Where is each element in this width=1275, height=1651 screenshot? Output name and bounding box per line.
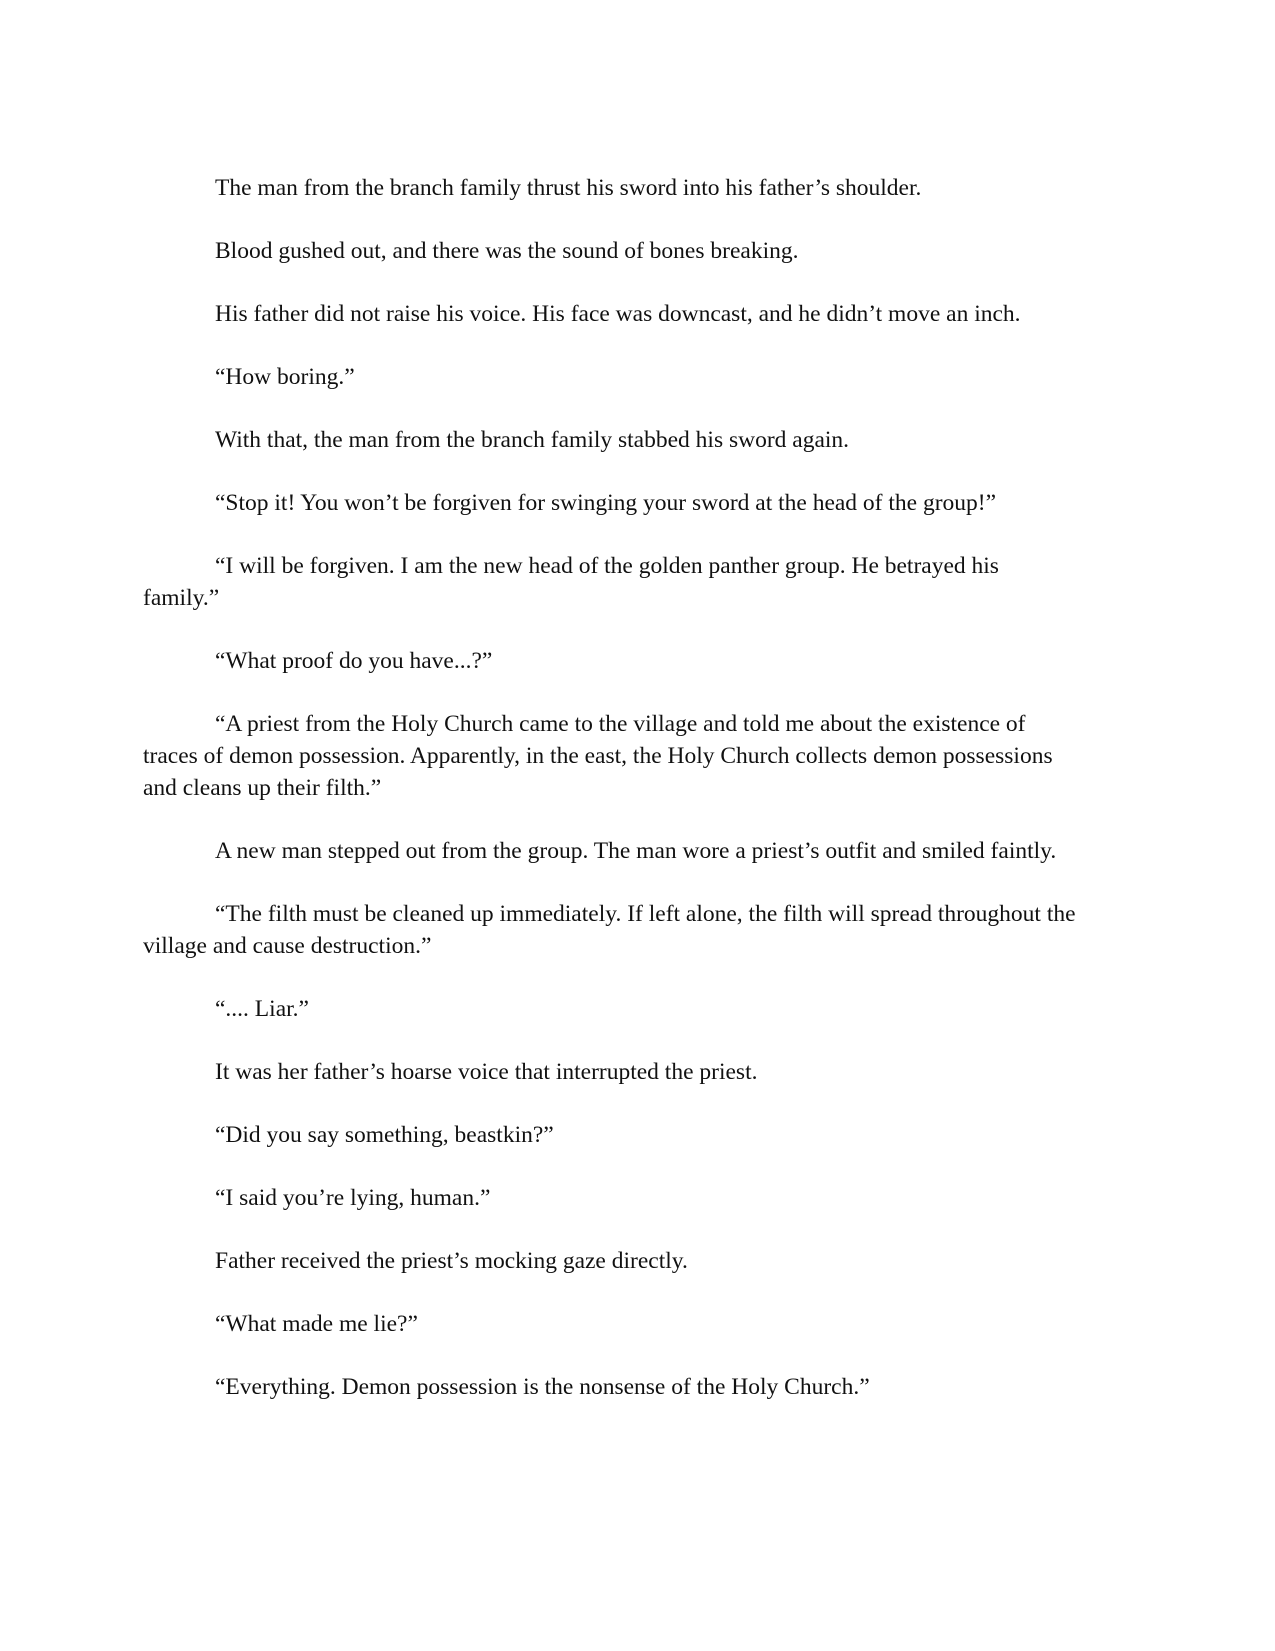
paragraph: “I will be forgiven. I am the new head of the golden panther group. He betrayed his family.” bbox=[143, 553, 999, 611]
paragraph: Blood gushed out, and there was the sound of bones breaking. bbox=[215, 238, 799, 264]
paragraph: The man from the branch family thrust his sword into his father’s shoulder. bbox=[215, 175, 922, 201]
paragraph: “Stop it! You won’t be forgiven for swinging your sword at the head of the group!” bbox=[215, 490, 997, 516]
paragraph: “.... Liar.” bbox=[215, 996, 309, 1022]
paragraph: With that, the man from the branch family stabbed his sword again. bbox=[215, 427, 850, 453]
paragraph: “I said you’re lying, human.” bbox=[215, 1185, 491, 1211]
paragraph: A new man stepped out from the group. The man wore a priest’s outfit and smiled faintly. bbox=[215, 838, 1057, 864]
paragraph: “How boring.” bbox=[215, 364, 355, 390]
paragraph: “What made me lie?” bbox=[215, 1311, 418, 1337]
paragraph: “Did you say something, beastkin?” bbox=[215, 1122, 554, 1148]
paragraph: “A priest from the Holy Church came to the village and told me about the existence of traces of demon possession. Apparently, in the east, the Holy Church collects demon possessions and cleans up their filth.” bbox=[143, 711, 1053, 801]
paragraph: “The filth must be cleaned up immediately. If left alone, the filth will spread throughout the village and cause destruction.” bbox=[143, 901, 1076, 959]
paragraph: Father received the priest’s mocking gaze directly. bbox=[215, 1248, 688, 1274]
paragraph: “What proof do you have...?” bbox=[215, 648, 493, 674]
paragraph: “Everything. Demon possession is the nonsense of the Holy Church.” bbox=[215, 1374, 870, 1400]
paragraph: It was her father’s hoarse voice that interrupted the priest. bbox=[215, 1059, 758, 1085]
paragraph: His father did not raise his voice. His face was downcast, and he didn’t move an inch. bbox=[215, 301, 1021, 327]
document-body bbox=[143, 172, 1078, 1434]
